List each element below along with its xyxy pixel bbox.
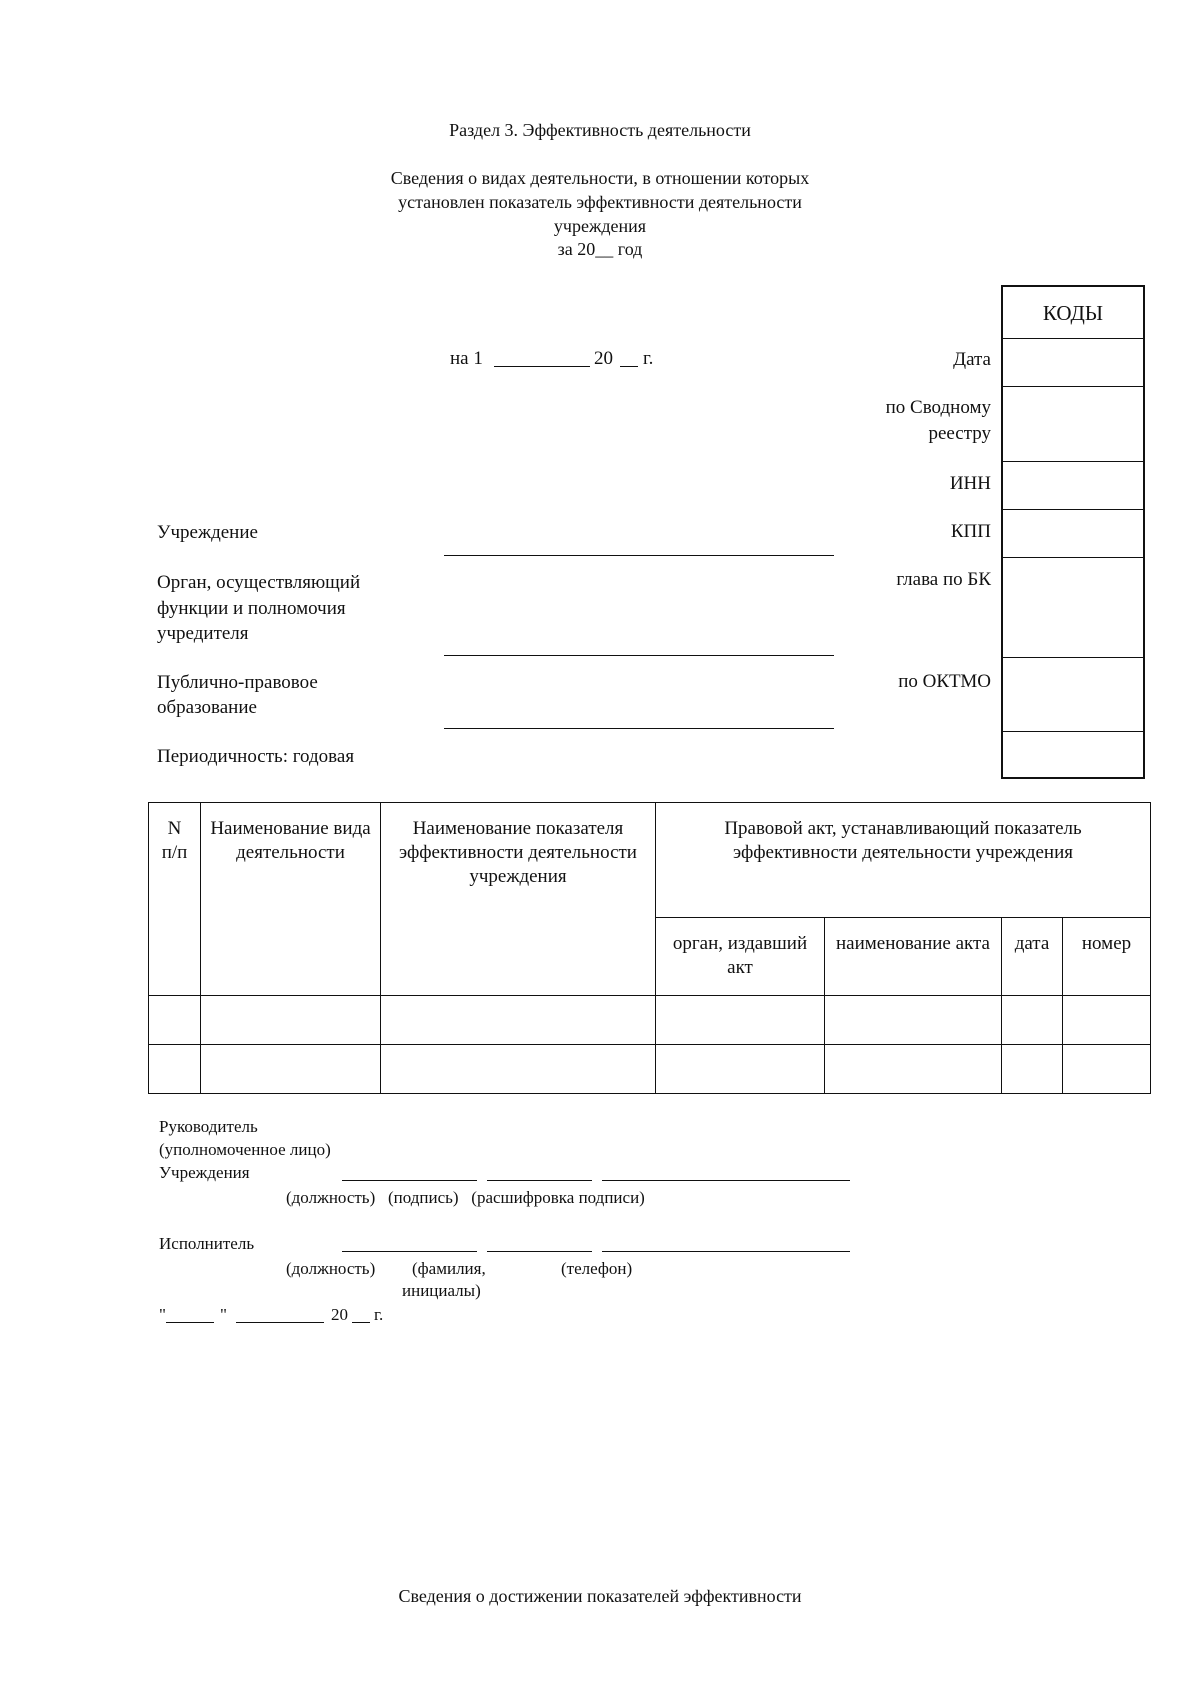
subtitle-line-3: учреждения — [553, 216, 647, 236]
codes-cell-inn[interactable] — [1003, 462, 1143, 510]
head-position-line[interactable] — [342, 1180, 477, 1181]
codes-header: КОДЫ — [1003, 287, 1143, 339]
next-section-title: Сведения о достижении показателей эффективности — [398, 1586, 802, 1606]
codes-label-oktmo: по ОКТМО — [898, 671, 991, 692]
subtitle-year: за 20__ год — [557, 239, 643, 259]
head-name-line[interactable] — [602, 1180, 850, 1181]
codes-label-registry-2: реестру — [928, 423, 991, 444]
col-number-label-2: п/п — [161, 842, 188, 863]
activities-table — [148, 802, 1151, 1094]
head-signature-line[interactable] — [487, 1180, 592, 1181]
subcol-issuer: орган, издавший акт — [656, 918, 825, 996]
subtitle-line-1: Сведения о видах деятельности, в отношении которых — [390, 168, 810, 188]
codes-label-kpp: КПП — [950, 521, 991, 542]
sig-date-suffix: г. — [374, 1305, 384, 1324]
date-suffix: г. — [643, 348, 654, 369]
date-year: 20 — [594, 348, 613, 369]
sig-head-label-1: Руководитель — [159, 1117, 258, 1136]
codes-box — [1001, 285, 1145, 779]
label-founder-3: учредителя — [157, 623, 249, 644]
table-cell[interactable] — [1063, 996, 1151, 1045]
sig-date-month-line[interactable] — [236, 1322, 324, 1323]
table-cell[interactable] — [1002, 996, 1063, 1045]
sig-date-day-line[interactable] — [166, 1322, 214, 1323]
codes-cell-periodicity[interactable] — [1003, 732, 1143, 779]
sig-head-label-2: (уполномоченное лицо) — [159, 1140, 331, 1159]
col-header-activity: Наименование вида деятельности — [201, 803, 381, 996]
label-institution: Учреждение — [157, 522, 258, 543]
table-cell[interactable] — [201, 996, 381, 1045]
table-cell[interactable] — [149, 1045, 201, 1094]
sig-date-quote-open: " — [159, 1305, 166, 1324]
table-cell[interactable] — [381, 996, 656, 1045]
sig-date-year-line[interactable] — [352, 1322, 370, 1323]
codes-label-registry-1: по Сводному — [885, 397, 991, 418]
table-cell[interactable] — [1002, 1045, 1063, 1094]
sig-date-year: 20 — [331, 1305, 348, 1324]
table-cell[interactable] — [825, 996, 1002, 1045]
label-founder-2: функции и полномочия — [157, 598, 346, 619]
executor-caption-name-1: (фамилия, — [412, 1259, 486, 1278]
codes-cell-oktmo[interactable] — [1003, 658, 1143, 732]
codes-cell-chapter-bk[interactable] — [1003, 558, 1143, 658]
codes-label-inn: ИНН — [949, 473, 991, 494]
subtitle-line-2: установлен показатель эффективности деятельности — [398, 192, 802, 212]
executor-caption-phone: (телефон) — [561, 1259, 633, 1278]
table-cell[interactable] — [1063, 1045, 1151, 1094]
table-row — [149, 1045, 1151, 1094]
executor-position-line[interactable] — [342, 1251, 477, 1252]
label-public-entity-2: образование — [157, 697, 257, 718]
label-public-entity-1: Публично-правовое — [157, 672, 318, 693]
subcol-number: номер — [1063, 918, 1151, 996]
executor-phone-line[interactable] — [602, 1251, 850, 1252]
table-cell[interactable] — [825, 1045, 1002, 1094]
executor-caption-name-2: инициалы) — [402, 1281, 481, 1300]
subcol-act-name: наименование акта — [825, 918, 1002, 996]
codes-cell-registry[interactable] — [1003, 387, 1143, 462]
date-prefix: на 1 — [450, 348, 483, 369]
date-year-blank[interactable] — [620, 366, 638, 367]
date-blank-line[interactable] — [494, 366, 590, 367]
codes-label-date: Дата — [953, 349, 991, 370]
label-founder-1: Орган, осуществляющий — [157, 572, 361, 593]
col-number-label-1: N — [167, 818, 182, 839]
table-cell[interactable] — [381, 1045, 656, 1094]
subcol-date: дата — [1002, 918, 1063, 996]
table-cell[interactable] — [656, 996, 825, 1045]
table-cell[interactable] — [656, 1045, 825, 1094]
codes-cell-kpp[interactable] — [1003, 510, 1143, 558]
col-header-legal-act: Правовой акт, устанавливающий показатель эффективности деятельности учреждения — [656, 803, 1151, 918]
col-header-number — [149, 803, 201, 996]
head-captions: (должность) (подпись) (расшифровка подписи) — [286, 1188, 645, 1207]
table-row — [149, 996, 1151, 1045]
public-entity-line[interactable] — [444, 728, 834, 729]
codes-cell-date[interactable] — [1003, 339, 1143, 387]
table-cell[interactable] — [149, 996, 201, 1045]
sig-date-quote-close: " — [220, 1305, 227, 1324]
section-title: Раздел 3. Эффективность деятельности — [449, 120, 751, 140]
institution-line[interactable] — [444, 555, 834, 556]
founder-line[interactable] — [444, 655, 834, 656]
codes-label-chapter-bk: глава по БК — [896, 569, 991, 590]
label-periodicity: Периодичность: годовая — [157, 746, 355, 767]
sig-head-label-3: Учреждения — [159, 1163, 250, 1182]
table-cell[interactable] — [201, 1045, 381, 1094]
sig-executor-label: Исполнитель — [159, 1234, 255, 1253]
executor-name-line[interactable] — [487, 1251, 592, 1252]
col-header-indicator: Наименование показателя эффективности деятельности учреждения — [381, 803, 656, 996]
executor-caption-position: (должность) — [286, 1259, 376, 1278]
